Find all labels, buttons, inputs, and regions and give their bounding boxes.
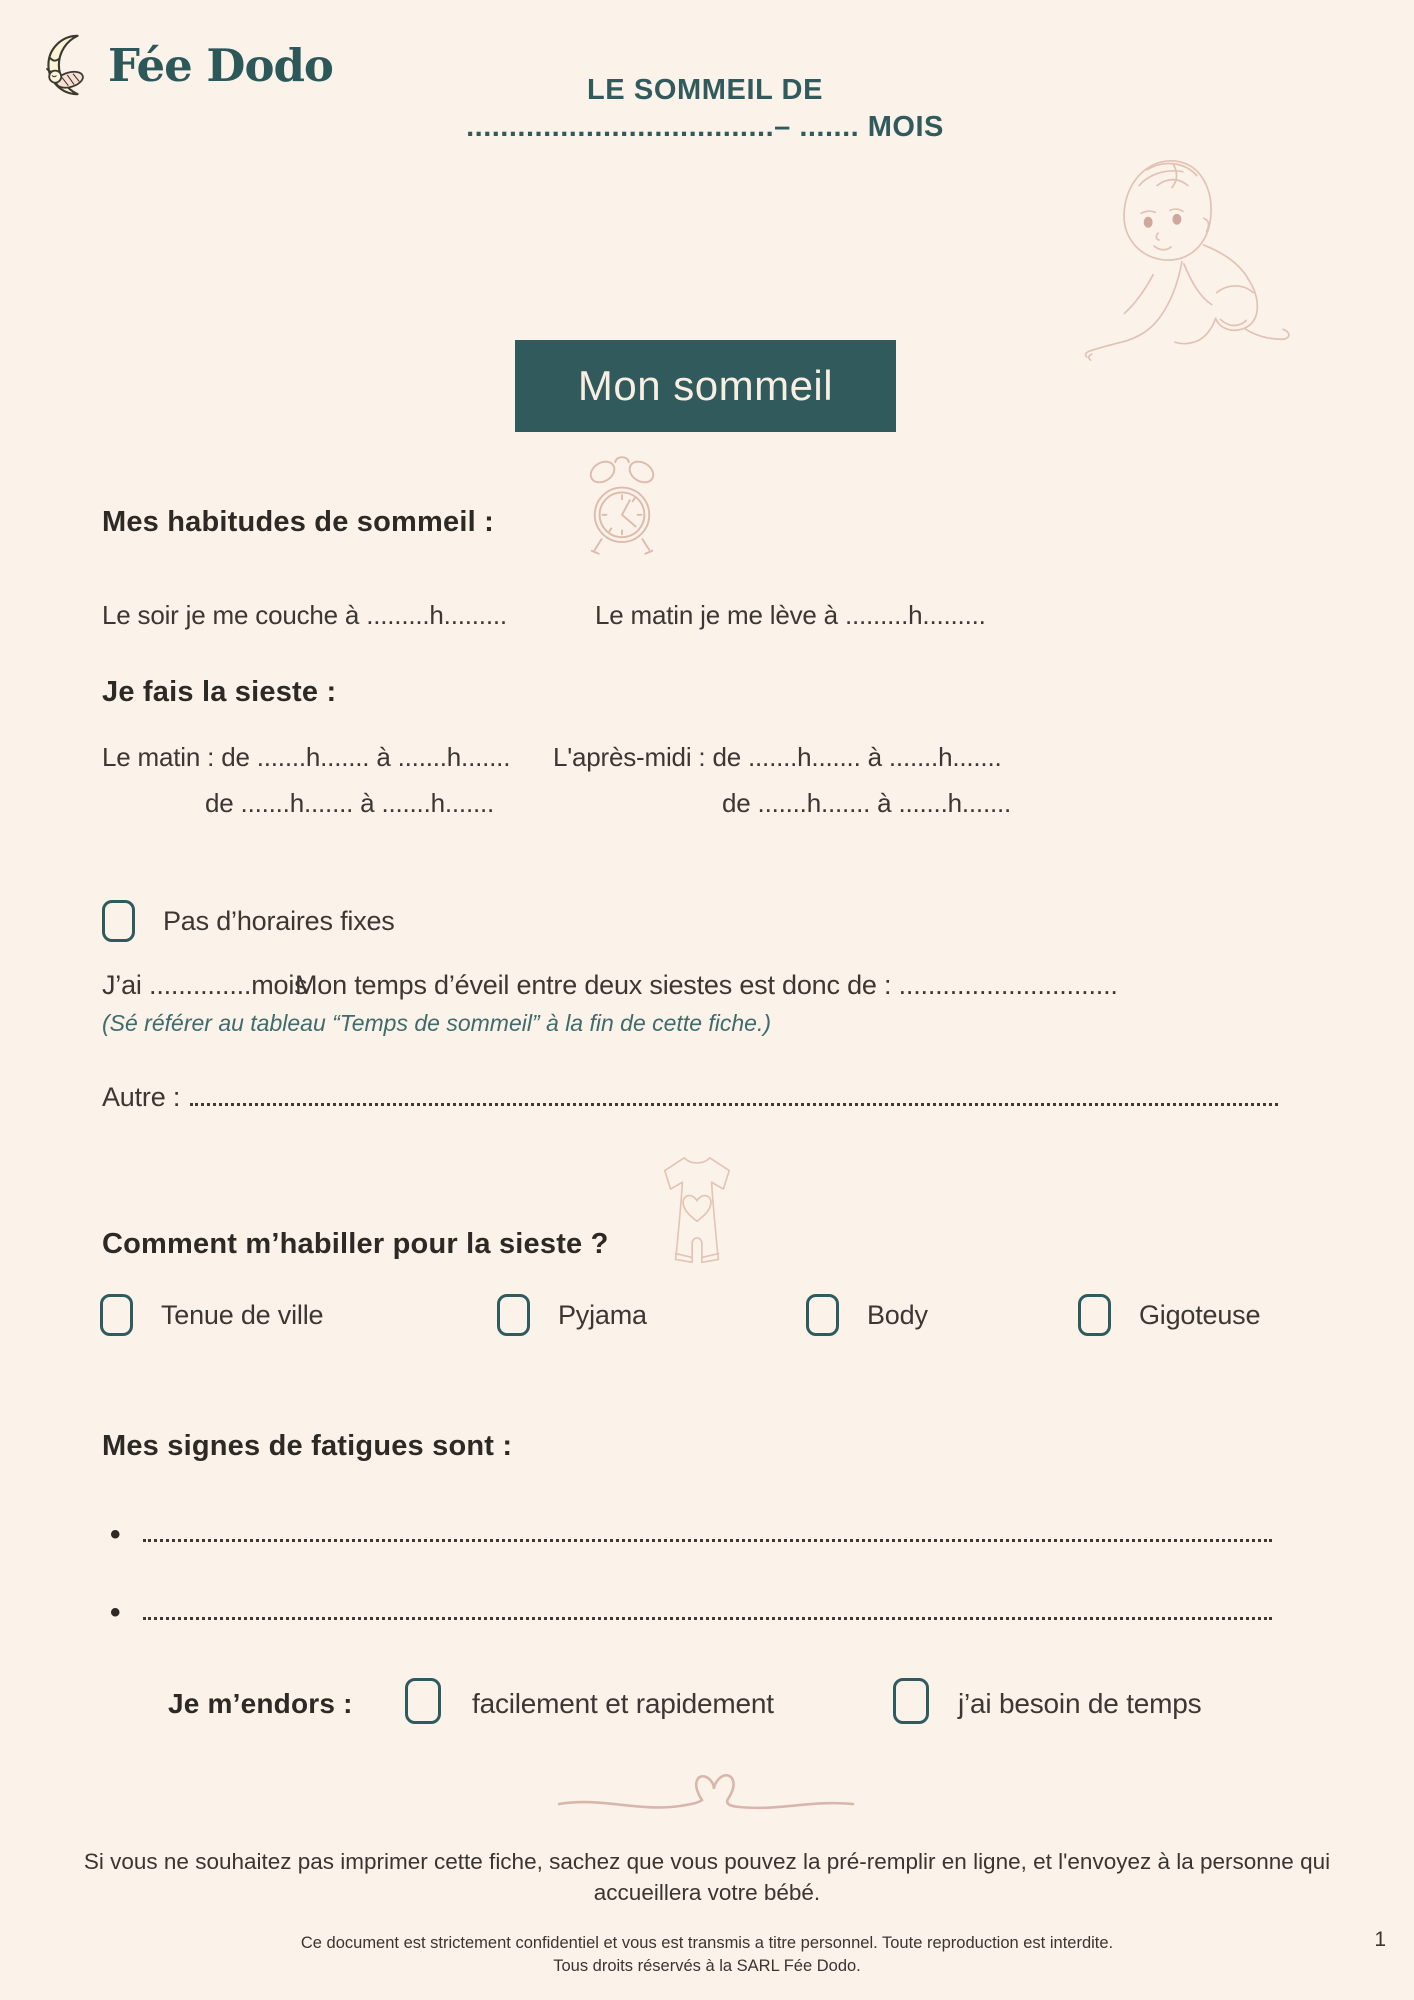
section-banner: [515, 340, 896, 432]
fatigue-fill-line-2[interactable]: [143, 1616, 1272, 1620]
dressing-heading: Comment m’habiller pour la sieste ?: [102, 1228, 609, 1260]
fatigue-heading: Mes signes de fatigues sont :: [102, 1430, 513, 1462]
title-line1: LE SOMMEIL DE: [586, 74, 824, 106]
other-fill-line[interactable]: [190, 1102, 1278, 1106]
pyjama-label: Pyjama: [558, 1299, 647, 1330]
footer-note: Si vous ne souhaitez pas imprimer cette fiche, sachez que vous pouvez la pré-remplir en ligne, et l'envoyez à la personne qui accueillera votre bébé.: [83, 1849, 1331, 1905]
pyjama-checkbox[interactable]: [497, 1294, 530, 1336]
no-fixed-schedule-label: Pas d’horaires fixes: [163, 905, 395, 936]
bullet-dot: •: [110, 1596, 121, 1629]
tenue-de-ville-checkbox[interactable]: [100, 1294, 133, 1336]
moon-baby-icon: [28, 30, 98, 100]
nap-heading: Je fais la sieste :: [102, 676, 337, 708]
body-label: Body: [867, 1299, 928, 1330]
other-row: [102, 1082, 1278, 1113]
sleep-onset-label: Je m’endors :: [168, 1688, 353, 1719]
heart-squiggle-divider: [556, 1772, 856, 1822]
sleep-easy-label: facilement et rapidement: [472, 1688, 774, 1719]
sleep-needs-time-checkbox[interactable]: [893, 1678, 929, 1724]
section-banner-label: Mon sommeil: [577, 362, 834, 409]
other-label: Autre :: [102, 1082, 181, 1112]
nap-afternoon-line2-field[interactable]: de .......h....... à .......h.......: [722, 788, 1012, 818]
page-title: [395, 74, 1015, 144]
habits-heading: Mes habitudes de sommeil :: [102, 506, 494, 538]
bedtime-morning-field[interactable]: Le matin je me lève à .........h.........: [595, 600, 986, 630]
title-line2-fill-field[interactable]: ....................................– ....... MOIS: [466, 111, 944, 143]
sleep-easy-checkbox[interactable]: [405, 1678, 441, 1724]
option-body: [806, 1294, 928, 1336]
body-checkbox[interactable]: [806, 1294, 839, 1336]
fatigue-fill-line-1[interactable]: [143, 1538, 1272, 1542]
bedtime-evening-field[interactable]: Le soir je me couche à .........h.........: [102, 600, 507, 630]
gigoteuse-checkbox[interactable]: [1078, 1294, 1111, 1336]
footer-confidential-line2: Tous droits réservés à la SARL Fée Dodo.: [553, 1957, 861, 1975]
option-gigoteuse: [1078, 1294, 1260, 1336]
gigoteuse-label: Gigoteuse: [1139, 1299, 1261, 1330]
age-field[interactable]: J’ai ..............mois: [102, 970, 308, 1000]
tenue-de-ville-label: Tenue de ville: [161, 1299, 324, 1330]
nap-morning-line1-field[interactable]: Le matin : de .......h....... à .......h.......: [102, 742, 511, 772]
fatigue-item-2: [110, 1598, 1272, 1628]
brand-logo: [28, 30, 333, 100]
page-number: 1: [1374, 1928, 1386, 1951]
baby-onesie-icon: [652, 1150, 742, 1277]
crawling-baby-illustration: [1032, 134, 1300, 367]
alarm-clock-icon: [586, 452, 658, 564]
wake-window-field[interactable]: Mon temps d’éveil entre deux siestes est donc de : ..............................: [295, 970, 1118, 1000]
footer-confidential: [77, 1932, 1337, 1978]
nap-morning-line2-field[interactable]: de .......h....... à .......h.......: [205, 788, 495, 818]
no-fixed-schedule-checkbox[interactable]: [102, 900, 135, 942]
option-tenue-de-ville: [100, 1294, 323, 1336]
option-pyjama: [497, 1294, 647, 1336]
footer-confidential-line1: Ce document est strictement confidentiel et vous est transmis a titre personnel. Toute reproduction est interdite.: [300, 1934, 1114, 1952]
reference-note: (Sé référer au tableau “Temps de sommeil” à la fin de cette fiche.): [102, 1010, 772, 1036]
brand-name: Fée Dodo: [108, 38, 333, 92]
fatigue-item-1: [110, 1520, 1272, 1550]
bullet-dot: •: [110, 1518, 121, 1551]
sleep-needs-time-label: j’ai besoin de temps: [958, 1688, 1202, 1719]
nap-afternoon-line1-field[interactable]: L'après-midi : de .......h....... à .......h.......: [553, 742, 1002, 772]
no-fixed-schedule-option: [102, 900, 395, 942]
